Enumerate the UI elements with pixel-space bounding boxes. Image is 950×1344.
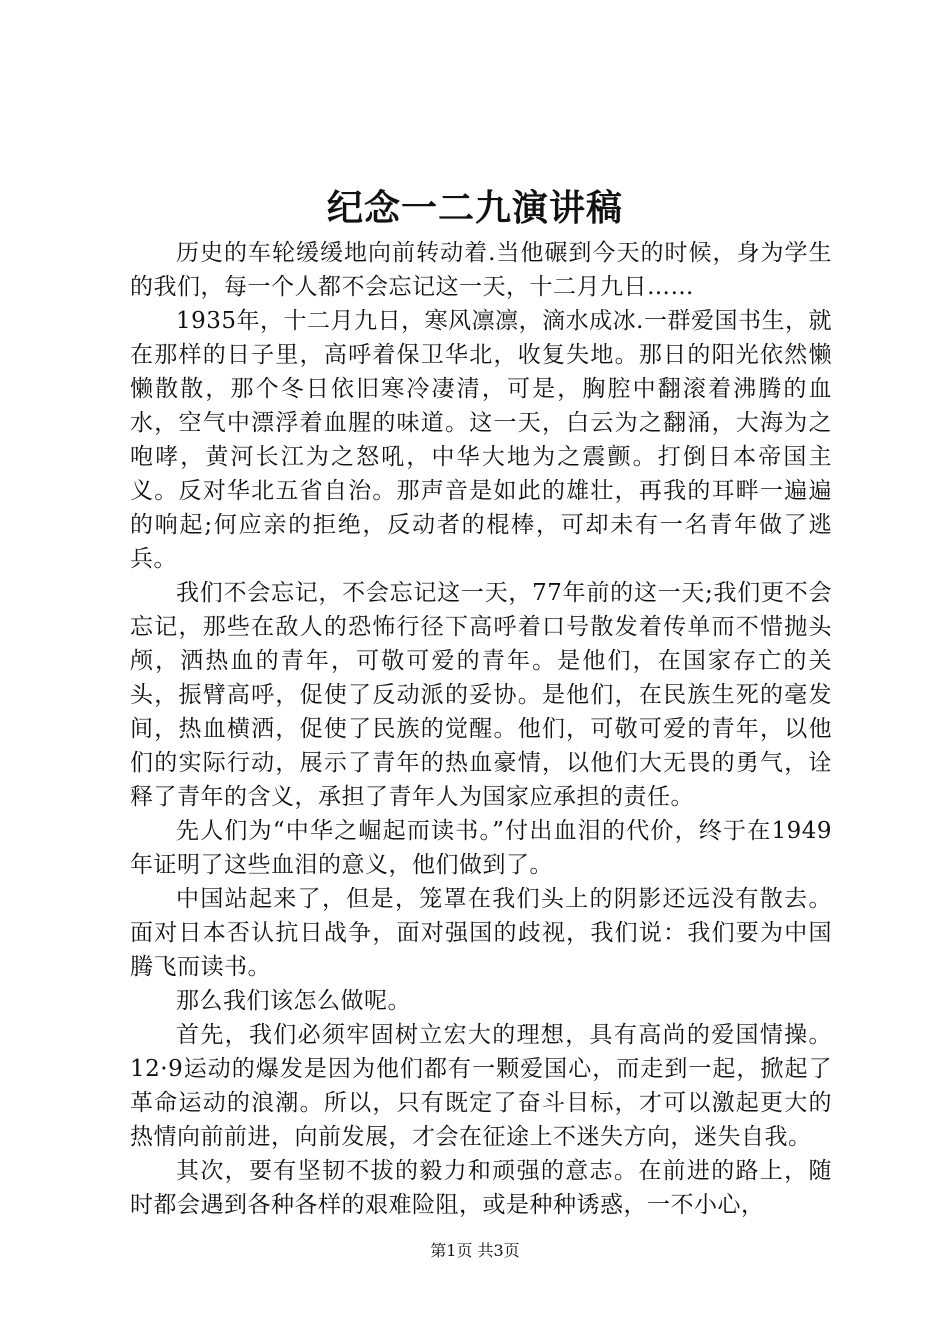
paragraph: 其次，要有坚韧不拔的毅力和顽强的意志。在前进的路上，随时都会遇到各种各样的艰难险阻，或是种种诱惑，一不小心， (130, 1158, 832, 1218)
paragraph: 中国站起来了，但是，笼罩在我们头上的阴影还远没有散去。面对日本否认抗日战争，面对强国的歧视，我们说：我们要为中国腾飞而读书。 (130, 886, 832, 980)
paragraph: 1935年，十二月九日，寒风凛凛，滴水成冰.一群爱国书生，就在那样的日子里，高呼着保卫华北，收复失地。那日的阳光依然懒懒散散，那个冬日依旧寒冷凄清，可是，胸腔中翻滚着沸腾的血水，空气中漂浮着血腥的味道。这一天，白云为之翻涌，大海为之咆哮，黄河长江为之怒吼，中华大地为之震颤。打倒日本帝国主义。反对华北五省自治。那声音是如此的雄壮，再我的耳畔一遍遍的响起;何应亲的拒绝，反动者的棍棒，可却未有一名青年做了逃兵。 (130, 308, 832, 572)
paragraph: 首先，我们必须牢固树立宏大的理想，具有高尚的爱国情操。12·9运动的爆发是因为他们都有一颗爱国心，而走到一起，掀起了革命运动的浪潮。所以，只有既定了奋斗目标，才可以激起更大的热情向前前进，向前发展，才会在征途上不迷失方向，迷失自我。 (130, 1022, 832, 1150)
document-body (130, 236, 832, 1222)
document-title: 纪念一二九演讲稿 (326, 187, 623, 229)
paragraph: 历史的车轮缓缓地向前转动着.当他碾到今天的时候，身为学生的我们，每一个人都不会忘记这一天，十二月九日…… (130, 240, 832, 300)
paragraph: 那么我们该怎么做呢。 (176, 988, 411, 1014)
page-footer: 第1页 共3页 (430, 1241, 520, 1260)
paragraph: 先人们为“中华之崛起而读书。”付出血泪的代价，终于在1949年证明了这些血泪的意义，他们做到了。 (130, 818, 832, 878)
paragraph: 我们不会忘记，不会忘记这一天，77年前的这一天;我们更不会忘记，那些在敌人的恐怖行径下高呼着口号散发着传单而不惜抛头颅，洒热血的青年，可敬可爱的青年。是他们，在国家存亡的关头，振臂高呼，促使了反动派的妥协。是他们，在民族生死的毫发间，热血横洒，促使了民族的觉醒。他们，可敬可爱的青年，以他们的实际行动，展示了青年的热血豪情，以他们大无畏的勇气，诠释了青年的含义，承担了青年人为国家应承担的责任。 (130, 580, 832, 810)
